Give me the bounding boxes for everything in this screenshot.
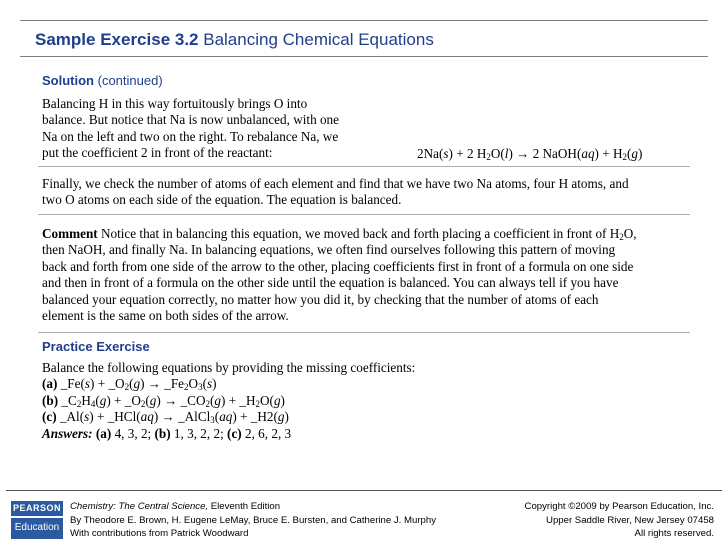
eq-subscript: 2: [184, 382, 189, 393]
title-exercise-number: Sample Exercise 3.2: [35, 30, 199, 49]
eq-subscript: 4: [90, 398, 96, 409]
text-line: then NaOH, and finally Na. In balancing equations, we often find ourselves following this pattern of moving: [42, 242, 616, 258]
eq-state: g: [277, 409, 285, 425]
logo-divider: [11, 516, 63, 518]
eq-subscript: 2: [140, 398, 146, 409]
eq-state: g: [99, 392, 107, 408]
eq-part: ) + _H: [220, 392, 256, 408]
divider: [38, 332, 690, 333]
comment-paragraph: [42, 226, 637, 324]
eq-part: ) + _O: [106, 392, 141, 408]
rights-line: All rights reserved.: [634, 528, 714, 539]
logo-top-text: PEARSON: [12, 503, 61, 513]
pearson-logo: [11, 501, 63, 539]
footer-copyright: [525, 500, 714, 541]
eq-part: O: [188, 376, 199, 392]
eq-state: aq: [219, 409, 233, 425]
eq-subscript: 3: [198, 382, 203, 393]
eq-subscript: 2: [124, 382, 130, 393]
answer-value: 4, 3, 2;: [111, 425, 155, 441]
eq-part: ) + 2 H: [448, 146, 487, 161]
book-title: Chemistry: The Central Science,: [70, 501, 209, 512]
answers-label: Answers:: [42, 425, 93, 441]
answer-label: (c): [227, 425, 242, 441]
eq-part: _Al(: [56, 409, 85, 425]
eq-subscript: 2: [622, 152, 627, 162]
eq-state: g: [631, 146, 638, 161]
item-label: (b): [42, 392, 59, 408]
top-rule: [20, 20, 708, 21]
answer-label: (b): [154, 425, 171, 441]
balanced-equation: [417, 146, 642, 162]
eq-state: g: [149, 392, 157, 408]
eq-part: ) + _O: [90, 376, 125, 392]
title-rule: [20, 56, 708, 57]
answer-value: 2, 6, 2, 3: [241, 425, 292, 441]
footer-rule: [6, 490, 722, 491]
text-line: balanced your equation correctly, no matter how you did it, by checking that the number of atoms of each: [42, 291, 599, 307]
eq-part: ) → _AlCl: [153, 409, 211, 425]
eq-part: (: [129, 376, 134, 392]
practice-heading: [42, 339, 150, 354]
comment-text: Notice that in balancing this equation, we moved back and forth placing a coefficient in front of H: [97, 226, 620, 241]
eq-part: H: [81, 392, 91, 408]
answer-value: 1, 3, 2, 2;: [170, 425, 228, 441]
practice-item-a: [42, 376, 415, 392]
eq-part: 2Na(: [417, 146, 444, 161]
eq-state: g: [133, 376, 141, 392]
book-edition: Eleventh Edition: [208, 501, 281, 512]
eq-part: (: [209, 392, 215, 408]
eq-part: ) + _HCl(: [89, 409, 141, 425]
practice-item-c: [42, 409, 415, 425]
eq-state: aq: [581, 146, 595, 161]
text-line: back and forth from one side of the arrow to the other, placing coefficients first in front of a formula on one side: [42, 258, 634, 274]
eq-part: O(: [490, 146, 505, 161]
eq-subscript: 2: [205, 398, 210, 409]
eq-part: _C: [58, 392, 77, 408]
eq-part: (: [95, 392, 100, 408]
comment-subscript: 2: [619, 232, 624, 242]
footer-citation: [70, 500, 436, 541]
eq-part: ) → _Fe: [140, 376, 185, 392]
answer-label: (a): [95, 425, 112, 441]
divider: [38, 214, 690, 215]
eq-part: ) + _H2(: [232, 409, 278, 425]
eq-part: ) → _CO: [156, 392, 206, 408]
text-line: Na on the left and two on the right. To rebalance Na, we: [42, 128, 339, 144]
eq-subscript: 2: [76, 398, 82, 409]
eq-part: O(: [260, 392, 274, 408]
text-line: Balance the following equations by providing the missing coefficients:: [42, 360, 416, 375]
eq-part: (: [626, 146, 632, 161]
comment-label: Comment: [42, 226, 98, 241]
eq-state: l: [504, 146, 509, 161]
item-label: (a): [42, 376, 58, 392]
eq-subscript: 2: [486, 152, 491, 162]
text-line: put the coefficient 2 in front of the reactant:: [42, 145, 273, 161]
page-title: [35, 30, 434, 50]
text-line: balance. But notice that Na is now unbalanced, with one: [42, 112, 339, 128]
practice-item-b: [42, 393, 415, 409]
answers-line: [42, 426, 415, 442]
address-line: Upper Saddle River, New Jersey 07458: [546, 514, 714, 526]
eq-part: ): [280, 392, 285, 408]
eq-subscript: 2: [255, 398, 261, 409]
footer-book-line: [70, 500, 436, 514]
footer-authors: By Theodore E. Brown, H. Eugene LeMay, Bruce E. Bursten, and Catherine J. Murphy: [70, 514, 436, 526]
text-line: element is the same on both sides of the arrow.: [42, 308, 289, 324]
eq-part: _Fe(: [57, 376, 85, 392]
solution-continued: (continued): [94, 73, 163, 88]
eq-state: s: [443, 146, 449, 161]
solution-heading: [42, 73, 163, 88]
practice-label: Practice Exercise: [42, 339, 150, 354]
eq-part: ) → 2 NaOH(: [508, 146, 582, 161]
item-label: (c): [42, 409, 57, 425]
text-line: and then in front of a formula on the other side until the equation is balanced. You can always tell if you have: [42, 275, 619, 291]
eq-state: g: [214, 392, 221, 408]
eq-state: aq: [140, 409, 154, 425]
eq-part: (: [202, 376, 207, 392]
title-topic: Balancing Chemical Equations: [198, 30, 434, 49]
text-line: [42, 226, 637, 242]
text-line: Balancing H in this way fortuitously brings O into: [42, 96, 308, 111]
eq-part: (: [214, 409, 220, 425]
footer-contrib: With contributions from Patrick Woodward: [70, 528, 249, 539]
copyright-line: Copyright ©2009 by Pearson Education, Inc.: [524, 501, 714, 512]
final-paragraph: [42, 176, 629, 209]
eq-part: ): [637, 146, 643, 161]
solution-label: Solution: [42, 73, 94, 88]
eq-subscript: 3: [210, 415, 215, 426]
divider: [38, 166, 690, 167]
eq-state: s: [84, 376, 91, 392]
comment-text: O,: [623, 226, 637, 241]
practice-paragraph: [42, 360, 415, 442]
text-line: two O atoms on each side of the equation. The equation is balanced.: [42, 192, 402, 208]
eq-part: (: [145, 392, 150, 408]
eq-state: s: [206, 376, 213, 392]
eq-part: ) + H: [594, 146, 623, 161]
eq-part: ): [212, 376, 217, 392]
logo-bottom-text: Education: [14, 522, 60, 533]
solution-paragraph: [42, 96, 339, 162]
text-line: Finally, we check the number of atoms of each element and find that we have two Na atoms, four H atoms, and: [42, 176, 629, 191]
eq-state: g: [273, 392, 281, 408]
eq-state: s: [84, 409, 90, 425]
eq-part: ): [284, 409, 289, 425]
